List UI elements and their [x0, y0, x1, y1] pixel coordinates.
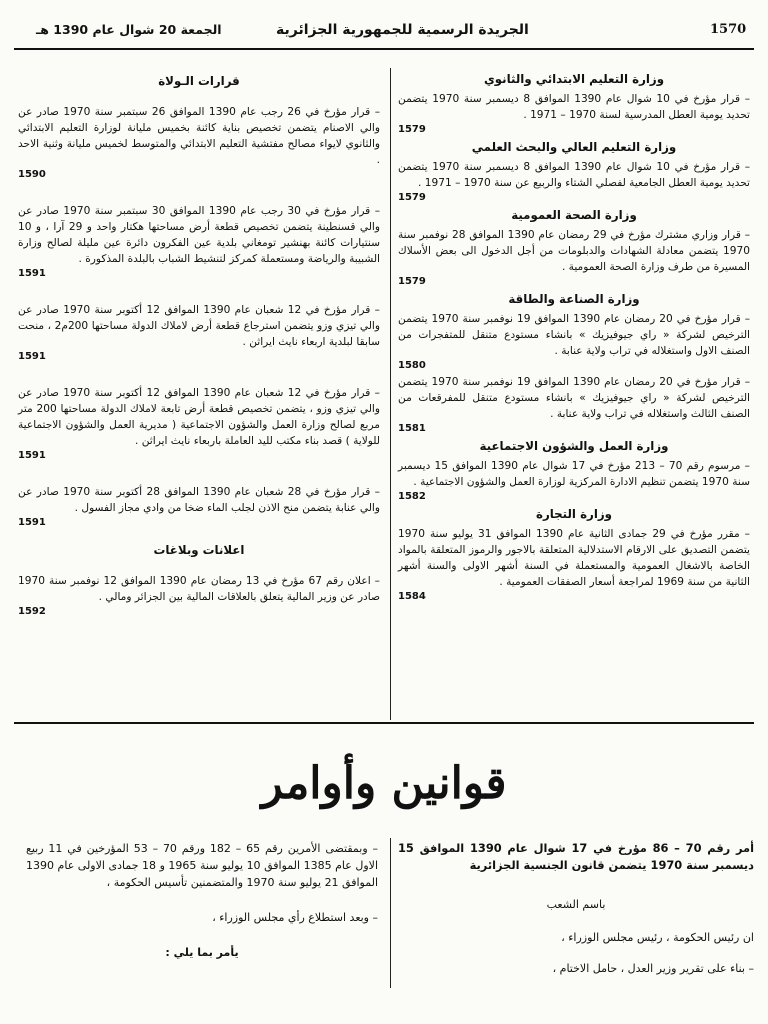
decree-entry [398, 374, 750, 435]
decree-text: – مرسوم رقم 70 – 213 مؤرخ في 17 شوال عام 1390 الموافق 15 ديسمبر سنة 1970 يتضمن تنظيم الادارة المركزية لوزارة العمل والشؤون الاجتماعية . [398, 460, 750, 488]
enacting-clause: يأمر بما يلي : [165, 946, 239, 959]
decree-entry [18, 302, 380, 363]
section-rule [14, 722, 754, 724]
in-the-name: باسم الشعب [546, 898, 606, 911]
preamble-paragraph: – وبمقتضى الأمرين رقم 65 – 182 ورقم 70 – 53 المؤرخين في 11 ربيع الاول عام 1385 الموافق 10 يوليو سنة 1965 و 18 جمادى الاولى عام 1390 الموافق 21 يوليو سنة 1970 والمتضمنين تأسيس الحكومة ، [26, 842, 379, 889]
page-ref: 1591 [18, 351, 46, 362]
ordinance-title: أمر رقم 70 – 86 مؤرخ في 17 شوال عام 1390 الموافق 15 ديسمبر سنة 1970 يتضمن قانون الجنسية الجزائرية [398, 841, 755, 872]
page-ref: 1582 [398, 491, 426, 502]
decree-text: – قرار مؤرخ في 10 شوال عام 1390 الموافق 8 ديسمبر سنة 1970 يتضمن تحديد يومية العطل المدرسية لسنة 1970 – 1971 . [398, 93, 751, 121]
page-ref: 1591 [18, 450, 46, 461]
page-ref: 1590 [18, 169, 46, 180]
page-ref: 1579 [398, 276, 426, 287]
page-ref: 1579 [398, 124, 426, 135]
section-heading: اعلانات وبلاغات [153, 543, 245, 557]
page-ref: 1584 [398, 591, 426, 602]
announcement-text: – اعلان رقم 67 مؤرخ في 13 رمضان عام 1390 الموافق 12 نوفمبر سنة 1970 صادر عن وزير المالية يتعلق بالعلاقات المالية بين الجزائر ومالي . [18, 575, 380, 603]
page-ref: 1579 [398, 192, 426, 203]
decree-entry [18, 203, 380, 280]
journal-title: الجريدة الرسمية للجمهورية الجزائرية [276, 22, 529, 38]
preamble-line: – وبعد استطلاع رأي مجلس الوزراء ، [212, 911, 378, 924]
decree-entry [398, 227, 750, 288]
decree-entry [18, 484, 380, 529]
decree-text: – مقرر مؤرخ في 29 جمادى الثانية عام 1390 الموافق 31 يوليو سنة 1970 يتضمن التصديق على الارقام الاستدلالية المتعلقة بالاجور والرموز المتعلقة بالمواد الخاصة بالاشغال العمومية والمستعملة في السنة أشهر الاولى والسنة أشهر الثانية من سنة 1969 لمراجعة أسعار الصفقات العمومية . [398, 528, 750, 588]
decree-text: – قرار مؤرخ في 20 رمضان عام 1390 الموافق 19 نوفمبر سنة 1970 يتضمن الترخيص لشركة « راي جيوفيزيك » بانشاء مستودع متنقل للمتفجرات من الصنف الاول واستغلاله في تراب ولاية عنابة . [398, 313, 750, 357]
section-heading: وزارة العمل والشؤون الاجتماعية [479, 439, 669, 453]
issue-date: الجمعة 20 شوال عام 1390 هـ [36, 22, 222, 37]
decree-entry [398, 311, 750, 372]
decree-text: – قرار مؤرخ في 26 رجب عام 1390 الموافق 26 سبتمبر سنة 1970 صادر عن والي الاصنام يتضمن تخصيص بناية كائنة بخميس مليانة لوزارة التعليم الابتدائي والثانوي لايواء مصالح مفتشية التعليم الابتدائي والمتوسط لخميس مليانة وثنية الاحد . [18, 106, 380, 166]
journal-page [14, 8, 754, 1018]
header-rule [14, 48, 754, 50]
decree-entry [398, 159, 750, 204]
decree-entry [398, 91, 750, 136]
decree-text: – قرار مؤرخ في 12 شعبان عام 1390 الموافق 12 أكتوبر سنة 1970 صادر عن والي تيزي وزو يتضمن استرجاع قطعة أرض لاملاك الدولة مساحتها 200م2 ، منحت سابقا لبلدية اربعاء نايث ايراثن . [18, 304, 380, 348]
section-heading: وزارة الصناعة والطاقة [508, 292, 640, 306]
preamble-line: ان رئيس الحكومة ، رئيس مجلس الوزراء ، [561, 931, 754, 944]
decree-text: – قرار مؤرخ في 10 شوال عام 1390 الموافق 8 ديسمبر سنة 1970 يتضمن تحديد يومية العطل الجامعية لفصلي الشتاء والربيع عن سنة 1970 – 1971 . [398, 161, 751, 189]
page-number: 1570 [710, 22, 747, 37]
section-heading: قرارات الـولاة [158, 74, 240, 88]
decree-text: – قرار مؤرخ في 28 شعبان عام 1390 الموافق 28 أكتوبر سنة 1970 صادر عن والي عنابة يتضمن منح الاذن لجلب الماء ضخا من وادي مجاز الفسول . [18, 486, 380, 514]
decree-text: – قرار مؤرخ في 20 رمضان عام 1390 الموافق 19 نوفمبر سنة 1970 يتضمن الترخيص لشركة « راي جيوفيزيك » بانشاء مستودع متنقل للمفرقعات من الصنف الثالث واستغلاله في تراب ولاية عنابة . [398, 376, 750, 420]
column-divider [390, 68, 391, 720]
decree-text: – قرار وزاري مشترك مؤرخ في 29 رمضان عام 1390 الموافق 28 نوفمبر سنة 1970 يتضمن معادلة الشهادات والدبلومات من أجل الدخول الى بعض الأسلاك المسيرة من طرف وزارة الصحة العمومية . [398, 229, 751, 273]
section-heading: وزارة التعليم العالي والبحث العلمي [471, 140, 677, 154]
preamble-line: – بناء على تقرير وزير العدل ، حامل الاختام ، [552, 962, 754, 975]
column-divider [390, 838, 391, 988]
page-ref: 1591 [18, 517, 46, 528]
page-ref: 1591 [18, 268, 46, 279]
decree-text: – قرار مؤرخ في 12 شعبان عام 1390 الموافق 12 أكتوبر سنة 1970 صادر عن والي تيزي وزو ، يتضمن تخصيص قطعة أرض تابعة لاملاك الدولة مساحتها 200 متر مربع لصالح وزارة العمل والشؤون الاجتماعية ( مديرية العمل والشؤون الاجتماعية للولاية ) قصد بناء مكتب لليد العاملة باربعاء نايث ايراثن . [18, 387, 380, 447]
main-title: قوانين وأوامر [261, 758, 507, 809]
governors-column [18, 68, 380, 618]
decree-text: – قرار مؤرخ في 30 رجب عام 1390 الموافق 30 سبتمبر سنة 1970 صادر عن والي قسنطينة يتضمن تخصيص قطعة أرض مساحتها هكتار واحد و 29 آرا ، و 10 سنتيارات كائنة بهنشير تومغاني بلدية عين الفكرون دائرة عين مليلة لصالح وزارة الشبيبة والرياضة ومستعملة كمركز لتنشيط الشباب بالبلدة المذكورة . [18, 205, 380, 265]
decree-entry [398, 526, 750, 603]
announcement-entry [18, 573, 380, 618]
page-ref: 1592 [18, 606, 46, 617]
section-heading: وزارة الصحة العمومية [511, 208, 637, 222]
decree-entry [18, 104, 380, 181]
ordinance-left [26, 840, 378, 961]
running-header [14, 22, 754, 44]
section-heading: وزارة التجارة [535, 507, 612, 521]
section-heading: وزارة التعليم الابتدائي والثانوي [483, 72, 665, 86]
page-ref: 1580 [398, 360, 426, 371]
ordinance-right [398, 840, 754, 991]
page-ref: 1581 [398, 423, 426, 434]
ministries-column [398, 68, 750, 605]
decree-entry [398, 458, 750, 503]
decree-entry [18, 385, 380, 462]
